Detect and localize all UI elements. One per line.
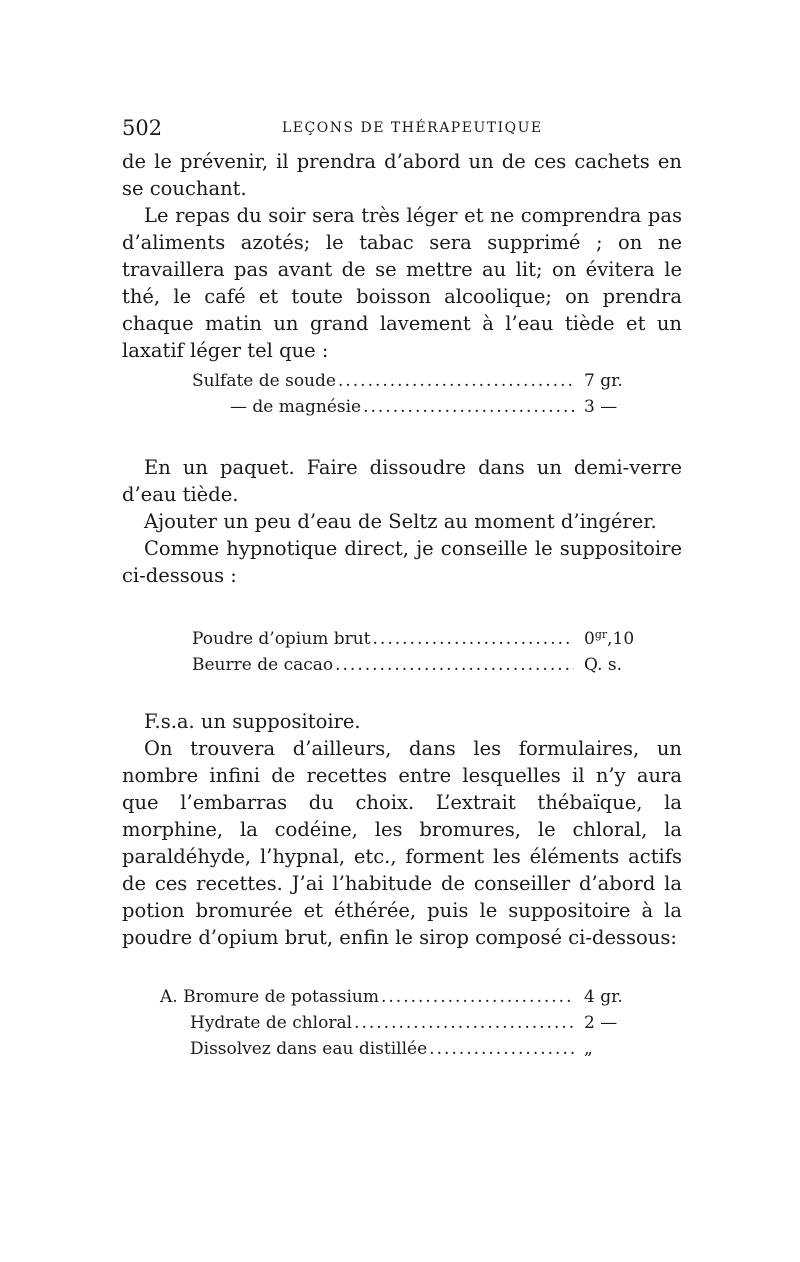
- ingredient-name: Hydrate de chloral: [190, 1013, 353, 1033]
- leader-dots: [361, 394, 574, 420]
- paragraph: En un paquet. Faire dissoudre dans un demi-verre d’eau tiède.: [122, 456, 682, 506]
- ingredient-name: Dissolvez dans eau distillée: [190, 1039, 428, 1059]
- leader-dots: [379, 984, 574, 1010]
- leader-dots: [427, 1036, 574, 1062]
- formula-row: [192, 368, 672, 394]
- paragraph: Comme hypnotique direct, je conseille le suppositoire ci-dessous :: [122, 537, 682, 587]
- text-block-2: [122, 454, 682, 589]
- ingredient-name: — de magnésie: [230, 397, 362, 417]
- paragraph: On trouvera d’ailleurs, dans les formulaires, un nombre infini de recettes entre lesquelles il n’y aura que l’embarras du choix. L’extrait thébaïque, la morphine, la codéine, les bromures, le chloral, la paraldéhyde, l’hypnal, etc., forment les éléments actifs de ces recettes. J’ai l’habitude de conseiller d’abord la potion bromurée et éthérée, puis le suppositoire à la poudre d’opium brut, enfin le sirop composé ci-dessous:: [122, 737, 682, 949]
- leader-dots: [371, 626, 574, 652]
- formula-row: [192, 394, 672, 420]
- formula-row: [192, 626, 672, 652]
- ingredient-name: A. Bromure de potassium: [160, 987, 379, 1007]
- leader-dots: [352, 1010, 574, 1036]
- ingredient-quantity: 4 gr.: [584, 987, 623, 1007]
- page-header: [122, 116, 682, 140]
- ingredient-name: Beurre de cacao: [192, 655, 334, 675]
- formula-syrup: [160, 984, 672, 1062]
- paragraph: F.s.a. un suppositoire.: [144, 710, 361, 733]
- ingredient-quantity: „: [584, 1039, 593, 1059]
- page-number: 502: [122, 116, 163, 140]
- ingredient-quantity: 7 gr.: [584, 371, 623, 391]
- leader-dots: [336, 368, 574, 394]
- text-block-3: [122, 708, 682, 951]
- running-title: LEÇONS DE THÉRAPEUTIQUE: [282, 120, 543, 136]
- formula-row: [160, 984, 672, 1010]
- paragraph: Ajouter un peu d’eau de Seltz au moment d’ingérer.: [144, 510, 657, 533]
- formula-row: [192, 652, 672, 678]
- formula-row: [160, 1010, 672, 1036]
- paragraph: de le prévenir, il prendra d’abord un de ces cachets en se couchant.: [122, 150, 682, 200]
- formula-row: [160, 1036, 672, 1062]
- paragraph: Le repas du soir sera très léger et ne comprendra pas d’aliments azotés; le tabac sera supprimé ; on ne travaillera pas avant de se mettre au lit; on évitera le thé, le café et toute boisson alcoolique; on prendra chaque matin un grand lavement à l’eau tiède et un laxatif léger tel que :: [122, 204, 682, 362]
- formula-suppository: [192, 626, 672, 678]
- ingredient-name: Poudre d’opium brut: [192, 629, 371, 649]
- leader-dots: [333, 652, 574, 678]
- text-block-1: [122, 148, 682, 364]
- ingredient-quantity: 2 —: [584, 1013, 618, 1033]
- formula-laxative: [192, 368, 672, 420]
- ingredient-quantity: $0^{gr},10$: [584, 628, 635, 649]
- ingredient-name: Sulfate de soude: [192, 371, 336, 391]
- ingredient-quantity: Q. s.: [584, 655, 623, 675]
- ingredient-quantity: 3 —: [584, 397, 618, 417]
